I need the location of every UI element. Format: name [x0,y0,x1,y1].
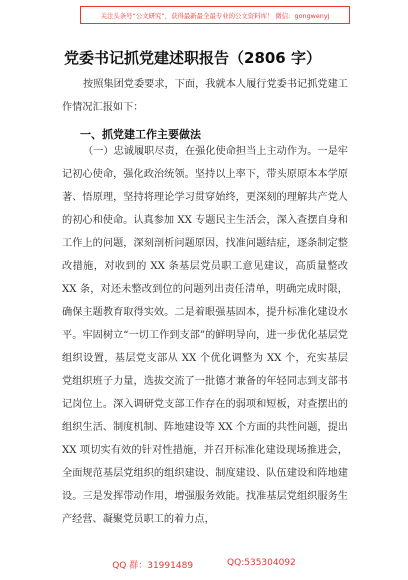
footer-qq: QQ:535304092 [227,558,296,568]
section-heading: 一、抓党建工作主要做法 [80,128,201,141]
body-paragraph [62,140,348,531]
document-title: 党委书记抓党建述职报告（2806 字） [64,49,321,67]
intro-text: 按照集团党委要求，下面，我就本人履行党委书记抓党建工作情况汇报如下： [62,79,348,113]
footer [0,558,408,571]
promo-banner [80,6,350,24]
footer-qq-group: QQ 群：31991489 [112,561,194,571]
promo-banner-text: 关注头条号“公文研究”，获得最新最全最专业的公文资料库！ 微信：gongwenyj [100,11,330,20]
body-text: （一）忠诚履职尽责，在强化使命担当上主动作为。一是牢记初心使命，强化政治统领。坚持以上率下，带头原原本本学原著、悟原理，坚持将理论学习贯穿始终，更深刻的理解共产党人的初心和使命。认真参加 XX 专题民主生活会，深入查摆自身和工作上的问题，深刻剖析问题原因，找准问题结症，逐条制定整改措施，对收到的 XX 条基层党员职工意见建议，高质量整改 XX 条，对还未整改到位的问题列出责任清单，明确完成时限，确保主题教育取得实效。二是着眼强基固本，提升标准化建设水平。牢固树立“一切工作到支部”的鲜明导向，进一步优化基层党组织设置，基层党支部从 XX 个优化调整为 XX 个，充实基层党组织班子力量，选拔交流了一批德才兼备的年轻同志到支部书记岗位上。深入调研党支部工作存在的弱项和短板，对查摆出的组织生活、制度机制、阵地建设等 XX 个方面的共性问题，提出 XX 项切实有效的针对性措施，并召开标准化建设现场推进会，全面规范基层党组织的组织建设、制度建设、队伍建设和阵地建设。三是发挥带动作用，增强服务效能。找准基层党组织服务生产经营、凝聚党员职工的着力点， [62,146,348,525]
intro-paragraph [62,73,348,119]
